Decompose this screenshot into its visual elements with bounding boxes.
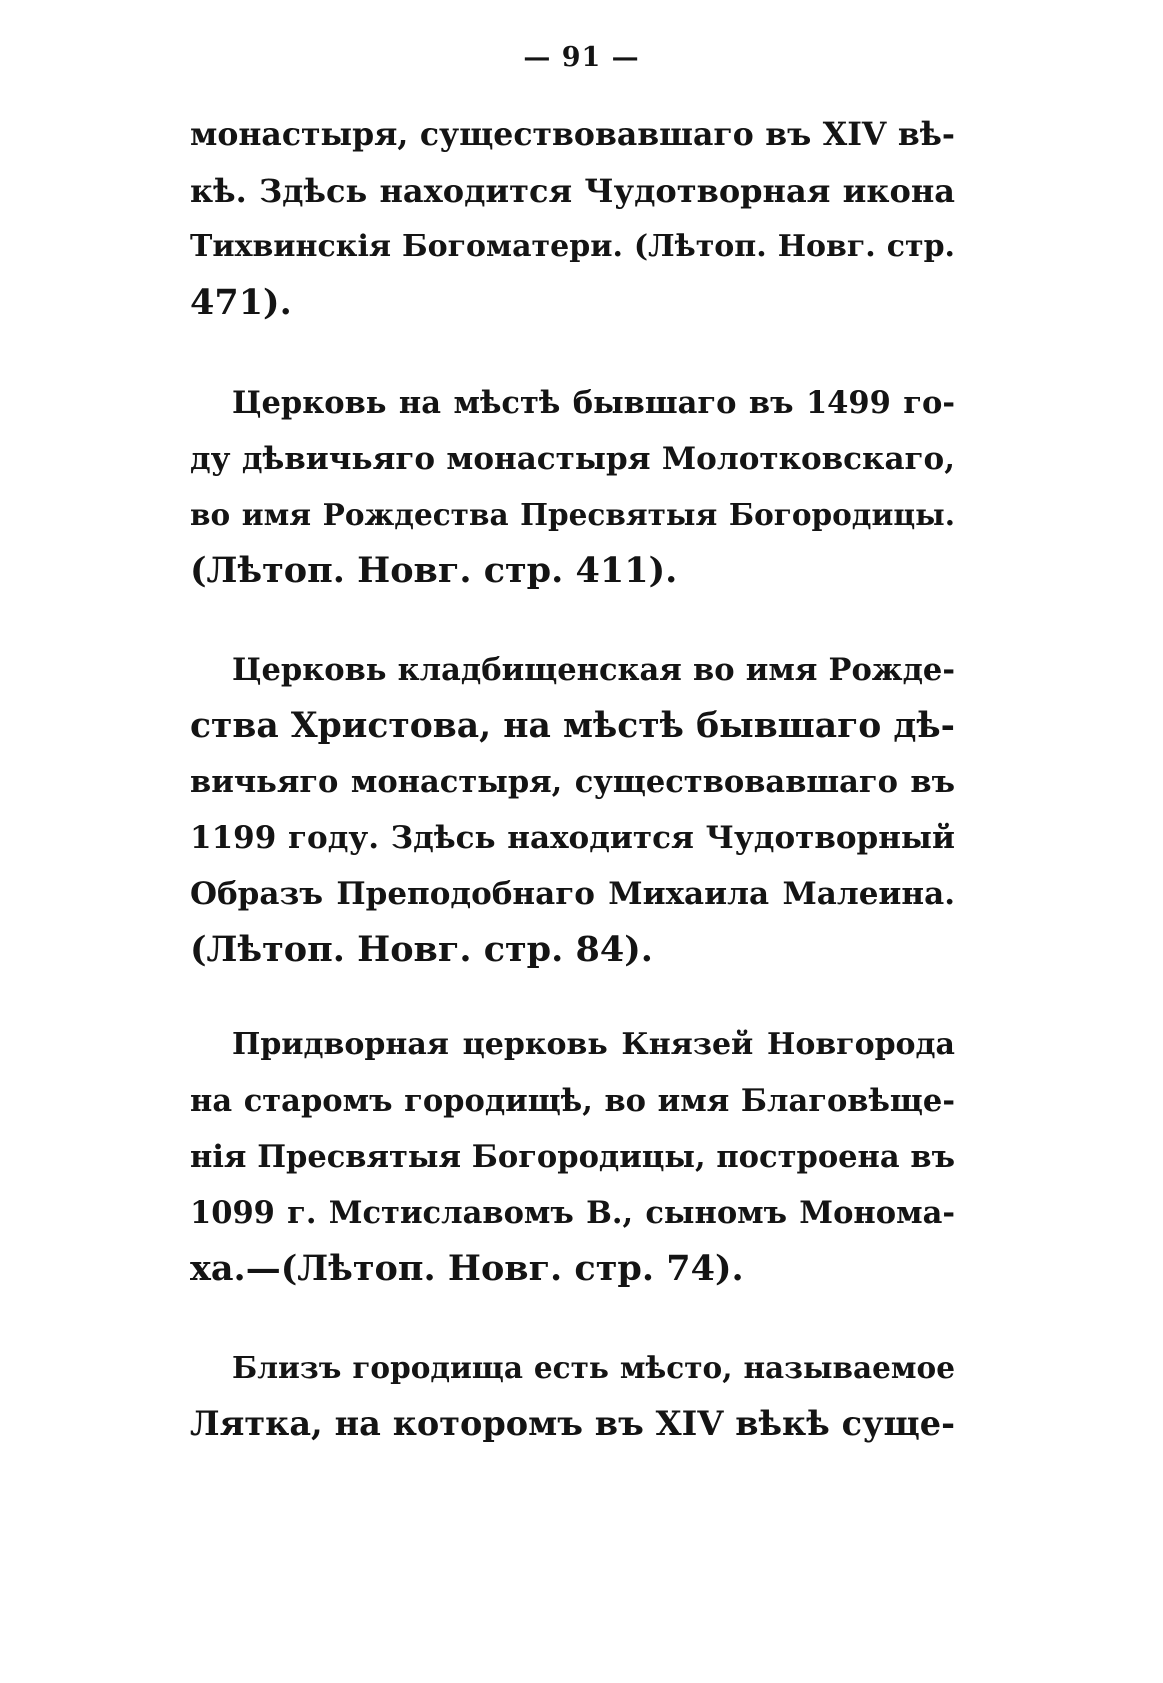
paragraph-lyatka: [190, 1340, 955, 1452]
text-line: Тихвинскія Богоматери. (Лѣтоп. Новг. стр.: [190, 229, 955, 264]
paragraph-molotkovsky-church: [190, 375, 955, 599]
text-line: ха.—(Лѣтоп. Новг. стр. 74).: [190, 1248, 744, 1289]
text-line: Церковь кладбищенская во имя Рожде-: [232, 652, 955, 688]
text-line: Церковь на мѣстѣ бывшаго въ 1499 го-: [232, 385, 955, 421]
text-line: (Лѣтоп. Новг. стр. 411).: [190, 550, 678, 591]
text-line: 471).: [190, 282, 292, 323]
paragraph-court-church: [190, 1017, 955, 1297]
paragraph-cemetery-church: [190, 642, 955, 978]
text-line: вичьяго монастыря, существовавшаго въ: [190, 764, 955, 800]
text-line: Образъ Преподобнаго Михаила Малеина.: [190, 876, 955, 912]
text-line: 1099 г. Мстиславомъ В., сыномъ Монома-: [190, 1195, 955, 1231]
page-number: — 91 —: [523, 42, 640, 73]
text-line: ду дѣвичьяго монастыря Молотковскаго,: [190, 441, 955, 477]
text-line: кѣ. Здѣсь находится Чудотворная икона: [190, 172, 955, 210]
paragraph-tikhvin-icon: [190, 107, 955, 331]
text-line: Близъ городища есть мѣсто, называемое: [232, 1350, 955, 1385]
text-line: (Лѣтоп. Новг. стр. 84).: [190, 929, 653, 970]
text-line: 1199 году. Здѣсь находится Чудотворный: [190, 820, 955, 856]
text-line: нія Пресвятыя Богородицы, построена въ: [190, 1139, 955, 1175]
text-line: Придворная церковь Князей Новгорода: [232, 1027, 955, 1062]
text-line: Лятка, на которомъ въ XIV вѣкѣ суще-: [190, 1404, 955, 1443]
text-line: ства Христова, на мѣстѣ бывшаго дѣ-: [190, 706, 955, 746]
text-line: монастыря, существовавшаго въ XIV вѣ-: [190, 116, 955, 153]
text-line: во имя Рождества Пресвятыя Богородицы.: [190, 497, 955, 532]
text-line: на старомъ городищѣ, во имя Благовѣще-: [190, 1083, 955, 1119]
